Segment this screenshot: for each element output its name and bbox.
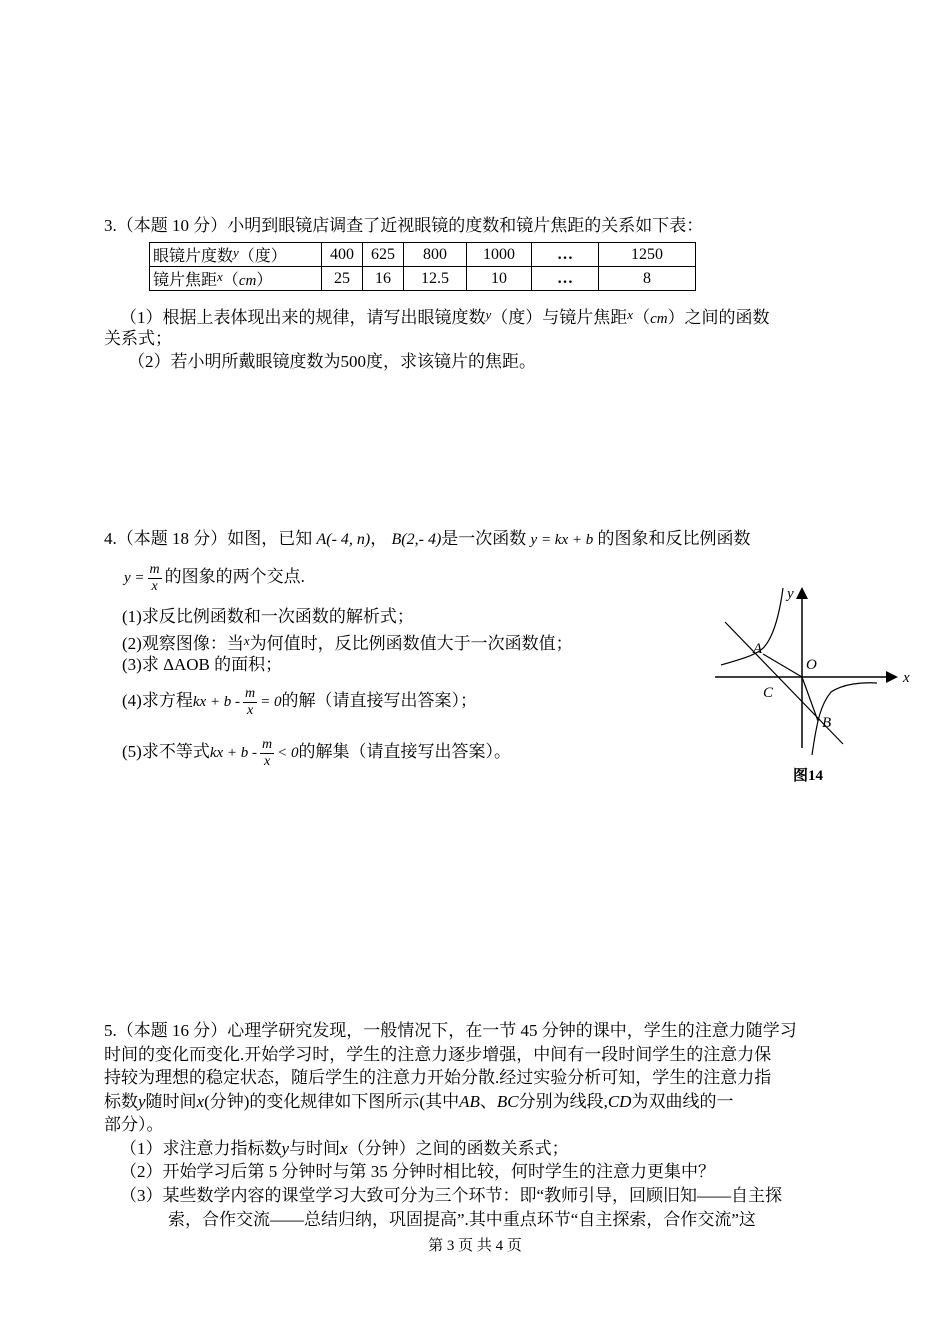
q5-line4 xyxy=(104,1090,733,1114)
table-cell: 800 xyxy=(404,243,467,267)
q5-line4-text: 标数 xyxy=(104,1092,138,1111)
point-a: A(- 4, n) xyxy=(316,531,371,548)
point-b: B(2,- 4) xyxy=(391,531,442,548)
q4-sub3: (3)求 ΔAOB 的面积； xyxy=(122,655,283,674)
q3-part1 xyxy=(120,303,770,331)
q3-part1-cont: 关系式； xyxy=(104,329,172,348)
lens-table xyxy=(149,242,696,291)
row2-unit-close: ） xyxy=(256,272,273,289)
q4-intro-text: 是一次函数 xyxy=(441,529,527,548)
linear-function: y = kx + b xyxy=(530,532,594,548)
table-cell: 1000 xyxy=(467,243,532,267)
row2-var: x xyxy=(217,269,223,284)
var-x: x xyxy=(196,1092,205,1111)
table-cell: 16 xyxy=(363,267,404,291)
fraction-denominator: x xyxy=(151,578,158,594)
q5-line1: 5.（本题 16 分）心理学研究发现，一般情况下，在一节 45 分钟的课中，学生的注意力随学习 xyxy=(104,1021,797,1040)
q5-line5: 部分）。 xyxy=(104,1115,164,1134)
q4-sub4-text: (4)求方程 xyxy=(122,691,193,710)
q5-line4-text: 、 xyxy=(479,1092,497,1111)
table-cell: 12.5 xyxy=(404,267,467,291)
inequality-tail: < 0 xyxy=(277,745,299,761)
separator: ， xyxy=(370,529,388,548)
q5-part1-text: 与时间 xyxy=(289,1139,341,1158)
row1-var: y xyxy=(233,245,239,260)
row2-header xyxy=(150,267,322,291)
q4-sub4 xyxy=(122,683,477,720)
hyperbola-branch-upper-left xyxy=(721,588,783,665)
label-a: A xyxy=(753,641,763,657)
q4-intro-text: 4.（本题 18 分）如图，已知 xyxy=(104,529,313,548)
fraction-numerator: m xyxy=(262,736,273,752)
var-y: y xyxy=(138,1092,146,1111)
row1-label: 眼镜片度数 xyxy=(153,248,234,265)
q4-sub5 xyxy=(122,734,511,771)
q5-line3: 持较为理想的稳定状态，随后学生的注意力开始分散.经过实验分析可知，学生的注意力指 xyxy=(104,1068,772,1087)
q5-part3: （3）某些数学内容的课堂学习大致可分为三个环节：即“教师引导，回顾旧知——自主探 xyxy=(120,1186,783,1205)
var-x: x xyxy=(243,633,250,648)
q4-sub2 xyxy=(122,629,573,656)
figure-14 xyxy=(715,580,925,795)
segment-ab: AB xyxy=(459,1092,480,1111)
segment-ao xyxy=(763,654,802,677)
var-x: x xyxy=(627,307,634,322)
inequality-expr: kx + b - xyxy=(209,745,258,761)
row2-unit-open: （ xyxy=(222,272,239,289)
q5-line4-text: (分钟)的变化规律如下图所示(其中 xyxy=(204,1092,460,1111)
fraction-denominator: x xyxy=(263,753,271,769)
fraction-numerator: m xyxy=(149,561,160,577)
q5-part2: （2）开始学习后第 5 分钟时与第 35 分钟时相比较，何时学生的注意力更集中？ xyxy=(120,1162,715,1181)
q4-intro-text: 的图象的两个交点. xyxy=(164,567,305,586)
label-c: C xyxy=(763,685,774,701)
figure-caption: 图14 xyxy=(793,768,824,784)
q4-intro-text: 的图象和反比例函数 xyxy=(597,529,751,548)
table-cell: 25 xyxy=(322,267,363,291)
var-y: y xyxy=(485,307,492,322)
curve-cd: CD xyxy=(607,1092,632,1111)
q4-sub2-text: (2)观察图像：当 xyxy=(122,634,244,653)
unit-cm: cm xyxy=(650,311,668,327)
q3-part2: （2）若小明所戴眼镜度数为500度，求该镜片的焦距。 xyxy=(128,352,536,371)
inverse-fraction xyxy=(148,562,162,595)
q3-part1-text: ）之间的函数 xyxy=(667,308,770,327)
table-cell: 10 xyxy=(467,267,532,291)
label-y: y xyxy=(787,586,794,602)
q4-sub4-text: 的解（请直接写出答案）； xyxy=(281,691,478,710)
equation-tail: = 0 xyxy=(260,694,282,710)
table-cell: 625 xyxy=(363,243,404,267)
row2-unit: cm xyxy=(238,273,257,289)
row2-label: 镜片焦距 xyxy=(153,272,218,289)
fraction-denominator: x xyxy=(246,702,254,718)
q3-part1-text: （度）与镜片焦距 xyxy=(491,308,628,327)
table-cell: 8 xyxy=(599,267,696,291)
table-cell: … xyxy=(532,243,599,267)
label-x: x xyxy=(903,670,910,686)
q5-part3-cont: 索，合作交流——总结归纳，巩固提高”.其中重点环节“自主探索，合作交流”这 xyxy=(168,1210,756,1229)
var-y: y xyxy=(281,1139,290,1158)
segment-ob xyxy=(802,677,818,721)
equation-expr: kx + b - xyxy=(192,694,241,710)
row1-unit: （度） xyxy=(238,248,287,265)
segment-bc: BC xyxy=(496,1092,519,1111)
q4-sub2-text: 为何值时，反比例函数值大于一次函数值； xyxy=(249,634,573,653)
q4-sub5-text: 的解集（请直接写出答案）。 xyxy=(298,742,512,761)
page-footer: 第 3 页 共 4 页 xyxy=(428,1238,522,1254)
q3-title: 3.（本题 10 分）小明到眼镜店调查了近视眼镜的度数和镜片焦距的关系如下表： xyxy=(104,216,704,235)
label-b: B xyxy=(822,715,832,731)
inequality-fraction xyxy=(260,737,274,770)
q4-intro-cont xyxy=(124,559,305,596)
label-o: O xyxy=(806,657,817,673)
q5-part1-text: （1）求注意力指标数 xyxy=(120,1139,282,1158)
table-cell: 1250 xyxy=(599,243,696,267)
q5-line2: 时间的变化而变化.开始学习时，学生的注意力逐步增强，中间有一段时间学生的注意力保 xyxy=(104,1045,772,1064)
q5-part1-text: （分钟）之间的函数关系式； xyxy=(347,1139,569,1158)
q4-intro xyxy=(104,527,751,552)
inverse-lhs: y = xyxy=(124,570,145,586)
q5-line4-text: 分别为线段, xyxy=(518,1092,608,1111)
table-cell: … xyxy=(532,267,599,291)
q5-line4-text: 为双曲线的一 xyxy=(631,1092,734,1111)
equation-fraction xyxy=(243,686,257,719)
q3-part1-text: （ xyxy=(633,308,651,327)
q3-part1-text: （1）根据上表体现出来的规律，请写出眼镜度数 xyxy=(120,308,486,327)
q5-line4-text: 随时间 xyxy=(145,1092,197,1111)
row1-header xyxy=(150,243,322,267)
table-cell: 400 xyxy=(322,243,363,267)
q5-part1 xyxy=(120,1137,569,1161)
table-row xyxy=(150,267,696,291)
q4-sub1: (1)求反比例函数和一次函数的解析式； xyxy=(122,607,414,626)
fraction-numerator: m xyxy=(245,685,256,701)
table-row xyxy=(150,243,696,267)
q4-sub5-text: (5)求不等式 xyxy=(122,742,210,761)
var-x: x xyxy=(340,1139,348,1158)
